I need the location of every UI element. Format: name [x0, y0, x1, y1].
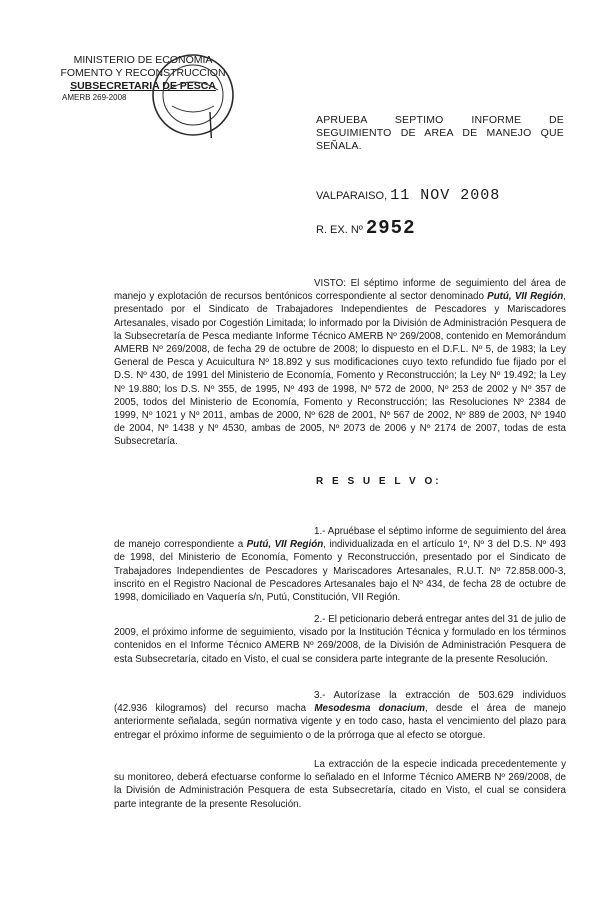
- item-3-continuation-text: La extracción de la especie indicada precedentemente y su monitoreo, deberá efectuarse conforme lo señalado en el Informe Técnico AMERB Nº 269/2008, de la División de Administración Pesquera de esta Subsecretaría, citado en Visto, el cual se considera parte integrante de la presente Resolución.: [114, 759, 566, 810]
- rex-label: R. EX. Nº: [316, 224, 363, 236]
- item-2-text: 2.- El peticionario deberá entregar antes del 31 de julio de 2009, el próximo informe de seguimiento, visado por la Institución Técnica y formulado en los términos contenidos en el Informe Técnico AMERB Nº 269/2008, de la División de Administración Pesquera de esta Subsecretaría, citado en Visto, el cual se considera parte integrante de la presente Resolución.: [114, 614, 566, 665]
- ministry-subline: FOMENTO Y RECONSTRUCCION: [60, 67, 226, 79]
- item-3-text-a: 3.- Autorízase la extracción de 503.629 individuos (42.936 kilogramos) del recurso macha: [114, 690, 566, 715]
- resolution-item-3: [114, 689, 566, 742]
- official-seal-stamp: [150, 52, 236, 138]
- resolution-subject: APRUEBA SEPTIMO INFORME DE SEGUIMIENTO DE AREA DE MANEJO QUE SEÑALA.: [316, 114, 564, 152]
- ministry-line: MINISTERIO DE ECONOMIA: [73, 54, 213, 66]
- item-3-text-c: , desde el área de manejo anteriormente señalada, según normativa vigente y en todo caso, hasta el vencimiento del plazo para entregar el próximo informe de seguimiento o de la prórroga que al efecto se otorgue.: [114, 703, 566, 741]
- resolution-item-2: [114, 613, 566, 666]
- resuelvo-heading: R E S U E L V O:: [316, 476, 442, 487]
- visto-text-c: , presentado por el Sindicato de Trabajadores Independientes de Pescadores y Mariscadores Artesanales, visado por Cogestión Limitada; lo informado por la División de Administración Pesquera de la Subsecretaría de Pesca mediante Informe Técnico AMERB Nº 269/2008, contenido en Memorándum AMERB Nº 269/2008, de fecha 29 de octubre de 2008; lo dispuesto en el D.F.L. Nº 5, de 1983; la Ley General de Pesca y Acuicultura Nº 18.892 y sus modificaciones cuyo texto refundido fue fijado por el D.S. Nº 430, de 1991 del Ministerio de Economía, Fomento y Reconstrucción; la Ley Nº 19.492; la Ley Nº 19.880; los D.S. Nº 355, de 1995, Nº 493 de 1998, Nº 572 de 2000, Nº 253 de 2002 y Nº 357 de 2005, todos del Ministerio de Economía, Fomento y Reconstrucción; las Resoluciones Nº 2384 de 1999, Nº 1021 y Nº 2011, ambas de 2000, Nº 628 de 2001, Nº 567 de 2002, Nº 889 de 2003, Nº 1940 de 2004, Nº 1438 y Nº 4530, ambas de 2005, Nº 2073 de 2006 y Nº 2174 de 2007, todas de esta Subsecretaría.: [114, 291, 566, 448]
- resolution-number: [316, 217, 415, 239]
- place-date: [316, 187, 500, 204]
- subsecretaria-line: SUBSECRETARIA DE PESCA: [70, 80, 216, 92]
- reference-code: AMERB 269-2008: [62, 93, 127, 102]
- item-1-text-c: , individualizada en el artículo 1º, Nº 3 del D.S. Nº 493 de 1998, del Ministerio de Economía, Fomento y Reconstrucción, presentado por el Sindicato de Trabajadores Independientes de Pescadores y Mariscadores Artesanales, R.U.T. Nº 72.858.000-3, inscrito en el Registro Nacional de Pescadores Artesanales bajo el Nº 434, de fecha 28 de octubre de 1998, domiciliado en Vaquería s/n, Putú, Constitución, VII Región.: [114, 539, 567, 604]
- visto-paragraph: [114, 277, 566, 449]
- item-3-species: Mesodesma donacium: [314, 703, 425, 715]
- rex-number: 2952: [365, 217, 416, 239]
- date-stamp: 11 NOV 2008: [390, 187, 501, 204]
- item-1-text-a: 1.- Apruébase el séptimo informe de seguimiento del área de manejo correspondiente a: [114, 526, 566, 551]
- resolution-item-3-continuation: [114, 758, 566, 811]
- item-1-location: Putú, VII Región: [246, 539, 324, 551]
- place: VALPARAISO,: [316, 190, 388, 202]
- resolution-item-1: [114, 525, 566, 604]
- visto-text-a: VISTO: El séptimo informe de seguimiento del área de manejo y explotación de recursos bentónicos correspondiente al sector denominado: [114, 278, 566, 303]
- visto-location: Putú, VII Región: [487, 291, 564, 303]
